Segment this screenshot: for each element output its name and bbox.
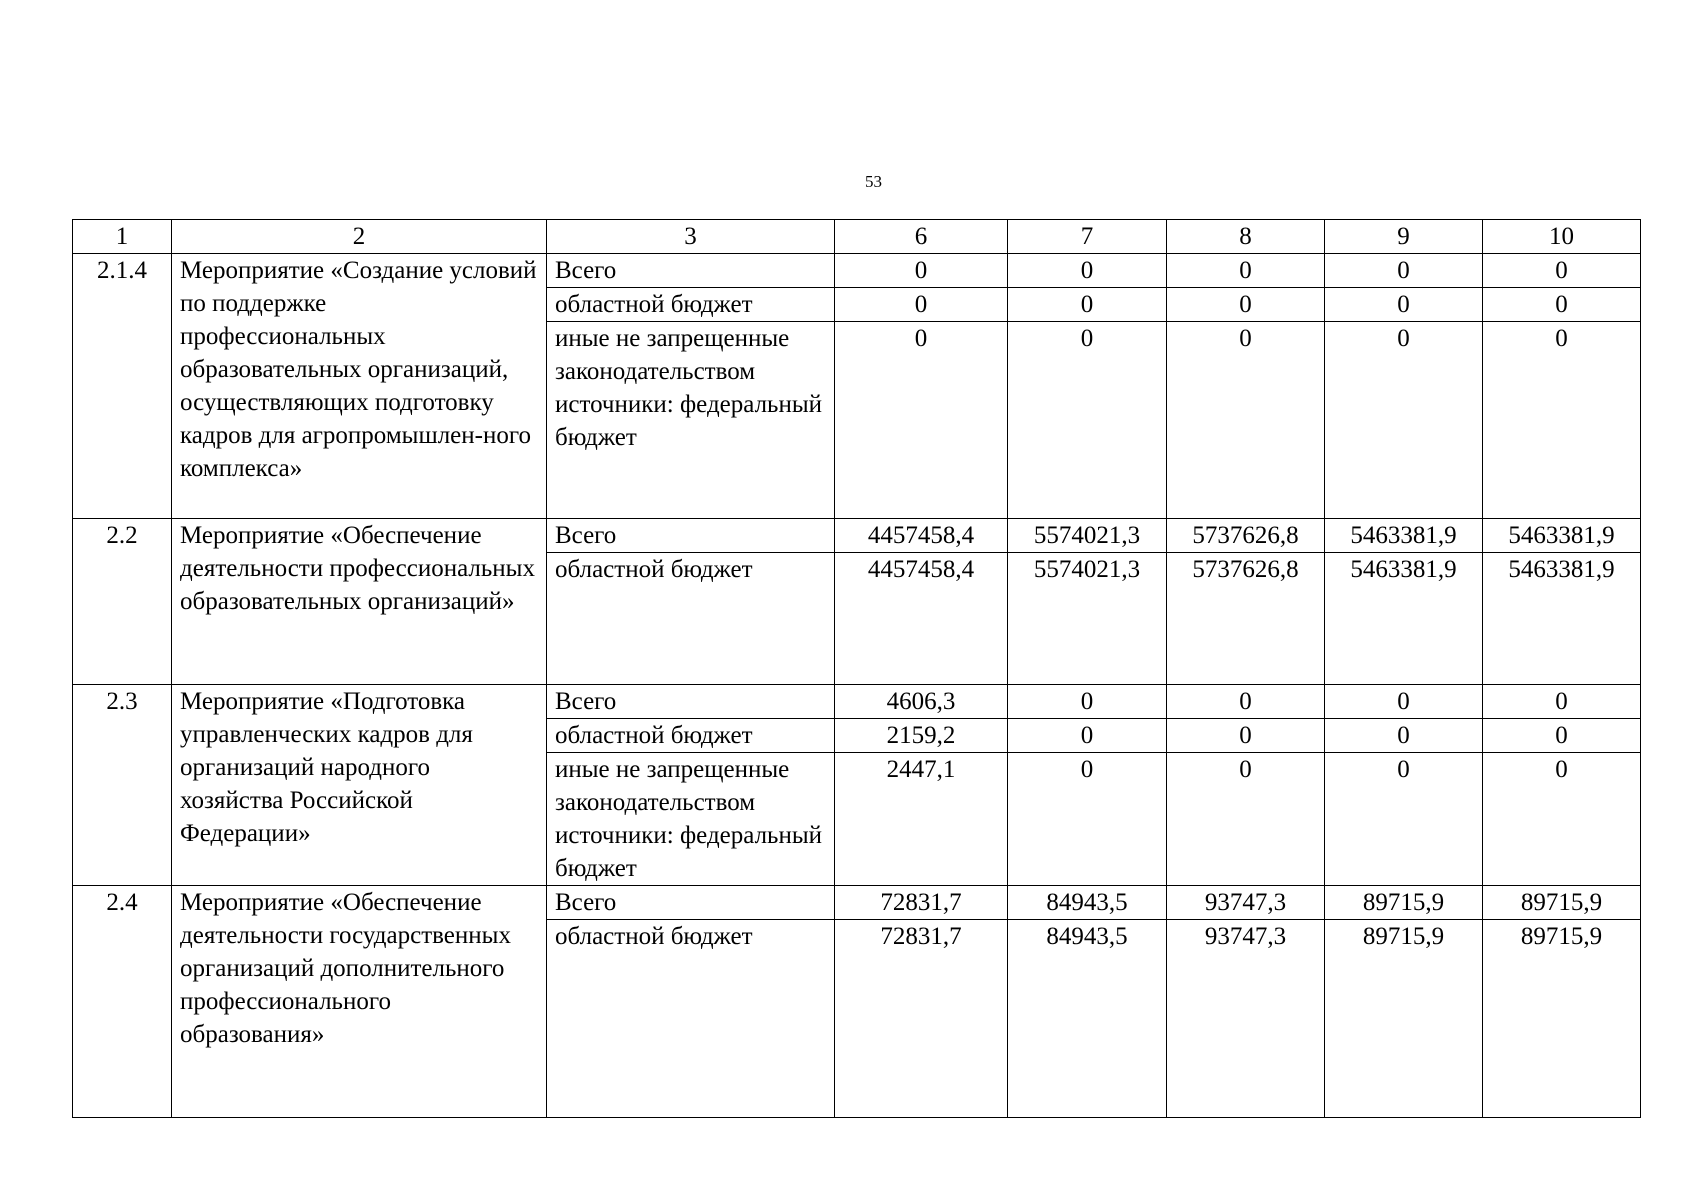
value-cell: 5463381,9 (1483, 519, 1641, 553)
value-cell: 0 (1167, 254, 1325, 288)
header-cell: 1 (73, 220, 172, 254)
funding-source: областной бюджет (547, 719, 835, 753)
header-cell: 3 (547, 220, 835, 254)
funding-source: областной бюджет (547, 288, 835, 322)
header-cell: 9 (1325, 220, 1483, 254)
value-cell: 0 (1483, 254, 1641, 288)
value-cell: 2447,1 (835, 753, 1008, 886)
value-cell: 93747,3 (1167, 920, 1325, 1118)
value-cell: 0 (1325, 254, 1483, 288)
header-cell: 6 (835, 220, 1008, 254)
value-cell: 5463381,9 (1325, 553, 1483, 685)
value-cell: 0 (835, 322, 1008, 519)
value-cell: 4606,3 (835, 685, 1008, 719)
funding-source: иные не запрещенные законодательством источники: федеральный бюджет (547, 753, 835, 886)
funding-source: иные не запрещенные законодательством источники: федеральный бюджет (547, 322, 835, 519)
value-cell: 89715,9 (1325, 886, 1483, 920)
table-row (73, 519, 1641, 553)
value-cell: 4457458,4 (835, 553, 1008, 685)
header-row (73, 220, 1641, 254)
budget-table (72, 219, 1641, 1118)
table-row (73, 886, 1641, 920)
table-row (73, 254, 1641, 288)
value-cell: 0 (1483, 685, 1641, 719)
funding-source: областной бюджет (547, 553, 835, 685)
value-cell: 0 (1325, 322, 1483, 519)
value-cell: 84943,5 (1008, 886, 1167, 920)
value-cell: 0 (1008, 753, 1167, 886)
value-cell: 0 (1483, 322, 1641, 519)
value-cell: 5463381,9 (1325, 519, 1483, 553)
value-cell: 0 (1167, 753, 1325, 886)
funding-source: Всего (547, 519, 835, 553)
value-cell: 0 (1483, 719, 1641, 753)
value-cell: 0 (1325, 753, 1483, 886)
funding-source: Всего (547, 886, 835, 920)
value-cell: 0 (835, 288, 1008, 322)
row-name: Мероприятие «Обеспечение деятельности профессиональных образовательных организаций» (172, 519, 547, 685)
header-cell: 8 (1167, 220, 1325, 254)
value-cell: 84943,5 (1008, 920, 1167, 1118)
funding-source: Всего (547, 254, 835, 288)
row-name: Мероприятие «Обеспечение деятельности государственных организаций дополнительного профессионального образования» (172, 886, 547, 1118)
value-cell: 0 (1167, 685, 1325, 719)
value-cell: 89715,9 (1483, 920, 1641, 1118)
value-cell: 4457458,4 (835, 519, 1008, 553)
value-cell: 5463381,9 (1483, 553, 1641, 685)
value-cell: 5737626,8 (1167, 519, 1325, 553)
value-cell: 0 (1167, 322, 1325, 519)
value-cell: 72831,7 (835, 920, 1008, 1118)
header-cell: 7 (1008, 220, 1167, 254)
funding-source: Всего (547, 685, 835, 719)
row-code: 2.3 (73, 685, 172, 886)
value-cell: 5574021,3 (1008, 519, 1167, 553)
value-cell: 0 (1483, 288, 1641, 322)
value-cell: 89715,9 (1483, 886, 1641, 920)
value-cell: 0 (835, 254, 1008, 288)
page-number: 53 (865, 172, 882, 191)
value-cell: 0 (1008, 288, 1167, 322)
row-name: Мероприятие «Подготовка управленческих кадров для организаций народного хозяйства Российской Федерации» (172, 685, 547, 886)
value-cell: 93747,3 (1167, 886, 1325, 920)
value-cell: 0 (1167, 288, 1325, 322)
row-name: Мероприятие «Создание условий по поддержке профессиональных образовательных организаций, осуществляющих подготовку кадров для агропромышлен-ного комплекса» (172, 254, 547, 519)
value-cell: 0 (1325, 719, 1483, 753)
value-cell: 72831,7 (835, 886, 1008, 920)
value-cell: 0 (1483, 753, 1641, 886)
row-code: 2.2 (73, 519, 172, 685)
value-cell: 5737626,8 (1167, 553, 1325, 685)
value-cell: 0 (1325, 685, 1483, 719)
value-cell: 0 (1008, 322, 1167, 519)
value-cell: 0 (1008, 685, 1167, 719)
value-cell: 89715,9 (1325, 920, 1483, 1118)
value-cell: 0 (1008, 254, 1167, 288)
value-cell: 0 (1325, 288, 1483, 322)
row-code: 2.1.4 (73, 254, 172, 519)
table-row (73, 685, 1641, 719)
header-cell: 2 (172, 220, 547, 254)
funding-source: областной бюджет (547, 920, 835, 1118)
value-cell: 0 (1008, 719, 1167, 753)
row-code: 2.4 (73, 886, 172, 1118)
value-cell: 0 (1167, 719, 1325, 753)
header-cell: 10 (1483, 220, 1641, 254)
value-cell: 5574021,3 (1008, 553, 1167, 685)
value-cell: 2159,2 (835, 719, 1008, 753)
